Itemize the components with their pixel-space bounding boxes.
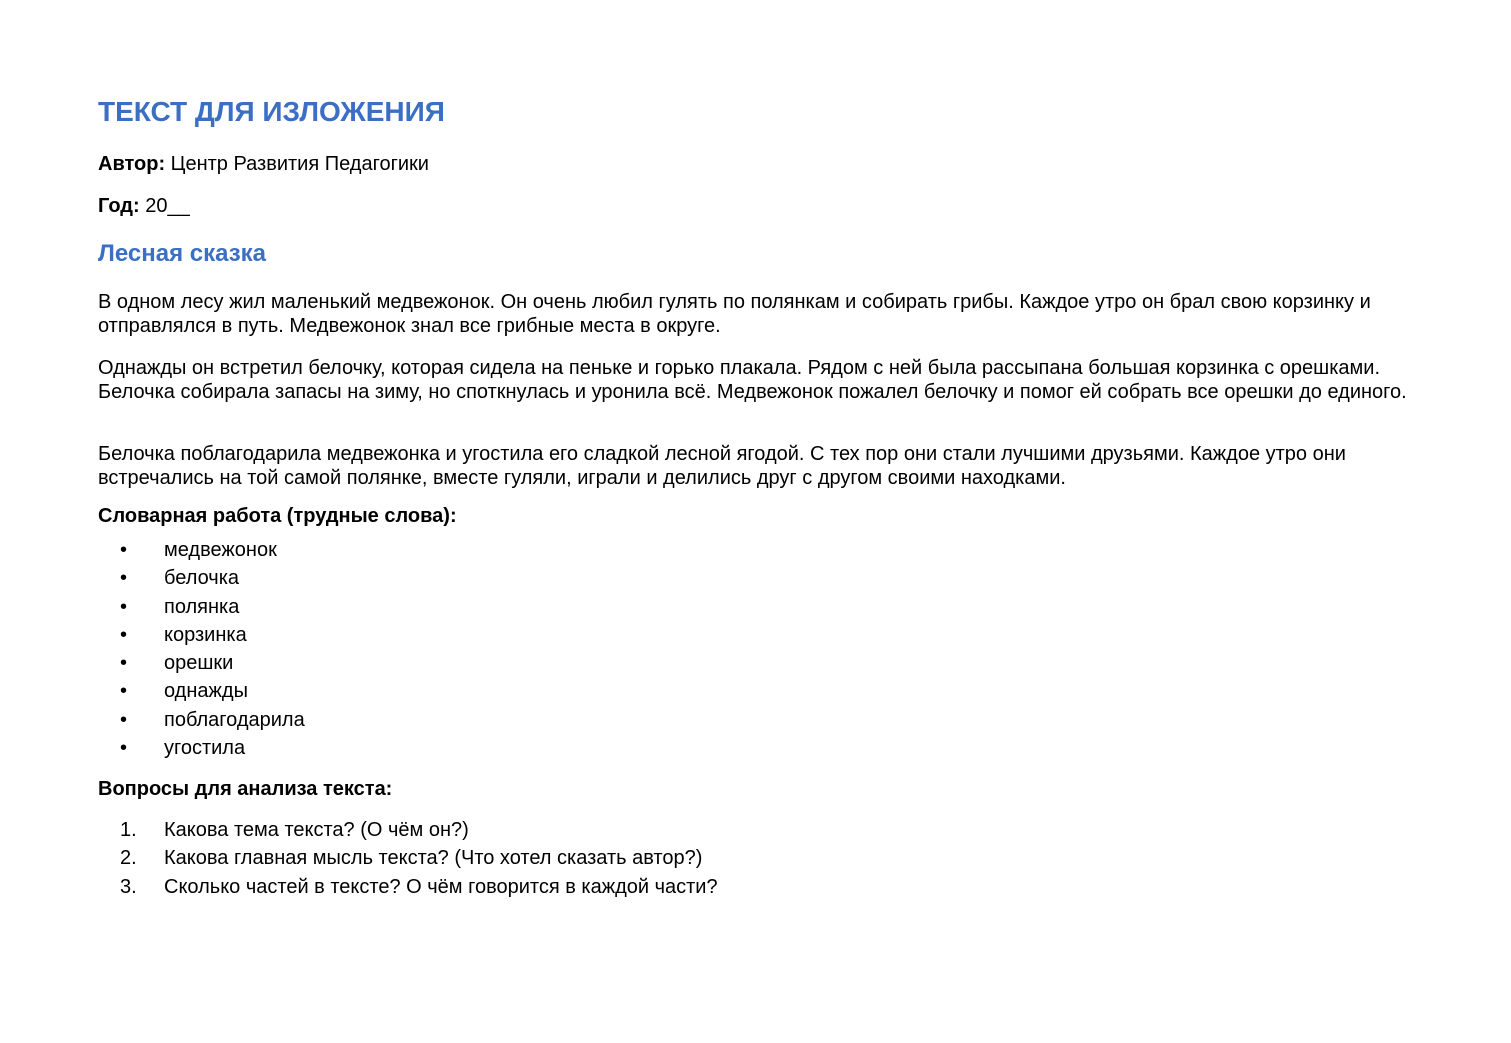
story-paragraph-1: В одном лесу жил маленький медвежонок. Он очень любил гулять по полянкам и собирать грибы. Каждое утро он брал свою корзинку и отправлялся в путь. Медвежонок знал все грибные места в округе.: [98, 291, 1371, 337]
list-item: [98, 874, 718, 902]
question-number: 3.: [120, 875, 137, 898]
list-item: [98, 817, 718, 845]
vocab-word: орешки: [164, 652, 234, 675]
year-label: Год:: [98, 195, 140, 217]
vocab-word: корзинка: [164, 623, 247, 646]
question-number: 1.: [120, 819, 137, 841]
bullet-marker: •: [120, 595, 128, 618]
bullet-marker: •: [120, 680, 128, 703]
questions-list: [98, 817, 718, 902]
list-item: [98, 707, 305, 735]
list-item: [98, 650, 305, 678]
vocab-word: поблагодарила: [164, 708, 305, 731]
vocab-word: полянка: [164, 595, 240, 618]
vocab-word: однажды: [164, 680, 248, 703]
author-value: Центр Развития Педагогики: [170, 153, 429, 175]
list-item: [98, 537, 305, 565]
question-text: Сколько частей в тексте? О чём говорится в каждой части?: [164, 875, 718, 898]
document-title: ТЕКСТ ДЛЯ ИЗЛОЖЕНИЯ: [98, 96, 445, 127]
list-item: [98, 678, 305, 706]
story-paragraph-2: Однажды он встретил белочку, которая сидела на пеньке и горько плакала. Рядом с ней была рассыпана большая корзинка с орешками. Белочка собирала запасы на зиму, но споткнулась и уронила всё. Медвежонок пожалел белочку и помог ей собрать все орешки до единого.: [98, 357, 1407, 403]
bullet-marker: •: [120, 708, 128, 731]
bullet-marker: •: [120, 539, 128, 561]
vocab-list: [98, 537, 305, 763]
list-item: [98, 735, 305, 763]
author-label: Автор:: [98, 153, 166, 175]
bullet-marker: •: [120, 652, 128, 675]
year-value: 20__: [145, 195, 190, 217]
vocab-word: медвежонок: [164, 539, 277, 561]
questions-heading: Вопросы для анализа текста:: [98, 778, 393, 800]
vocab-word: угостила: [164, 737, 246, 760]
bullet-marker: •: [120, 737, 128, 760]
list-item: [98, 594, 305, 622]
vocab-word: белочка: [164, 567, 239, 590]
list-item: [98, 845, 718, 873]
question-number: 2.: [120, 847, 137, 870]
question-text: Какова главная мысль текста? (Что хотел сказать автор?): [164, 847, 703, 870]
story-paragraph-3: Белочка поблагодарила медвежонка и угостила его сладкой лесной ягодой. С тех пор они стали лучшими друзьями. Каждое утро они встречались на той самой полянке, вместе гуляли, играли и делились друг с другом своими находками.: [98, 443, 1346, 489]
year-line: [98, 193, 190, 219]
question-text: Какова тема текста? (О чём он?): [164, 819, 469, 841]
author-line: [98, 151, 429, 177]
list-item: [98, 622, 305, 650]
story-title: Лесная сказка: [98, 240, 267, 267]
vocab-heading: Словарная работа (трудные слова):: [98, 505, 457, 527]
bullet-marker: •: [120, 567, 128, 590]
bullet-marker: •: [120, 623, 128, 646]
list-item: [98, 565, 305, 593]
